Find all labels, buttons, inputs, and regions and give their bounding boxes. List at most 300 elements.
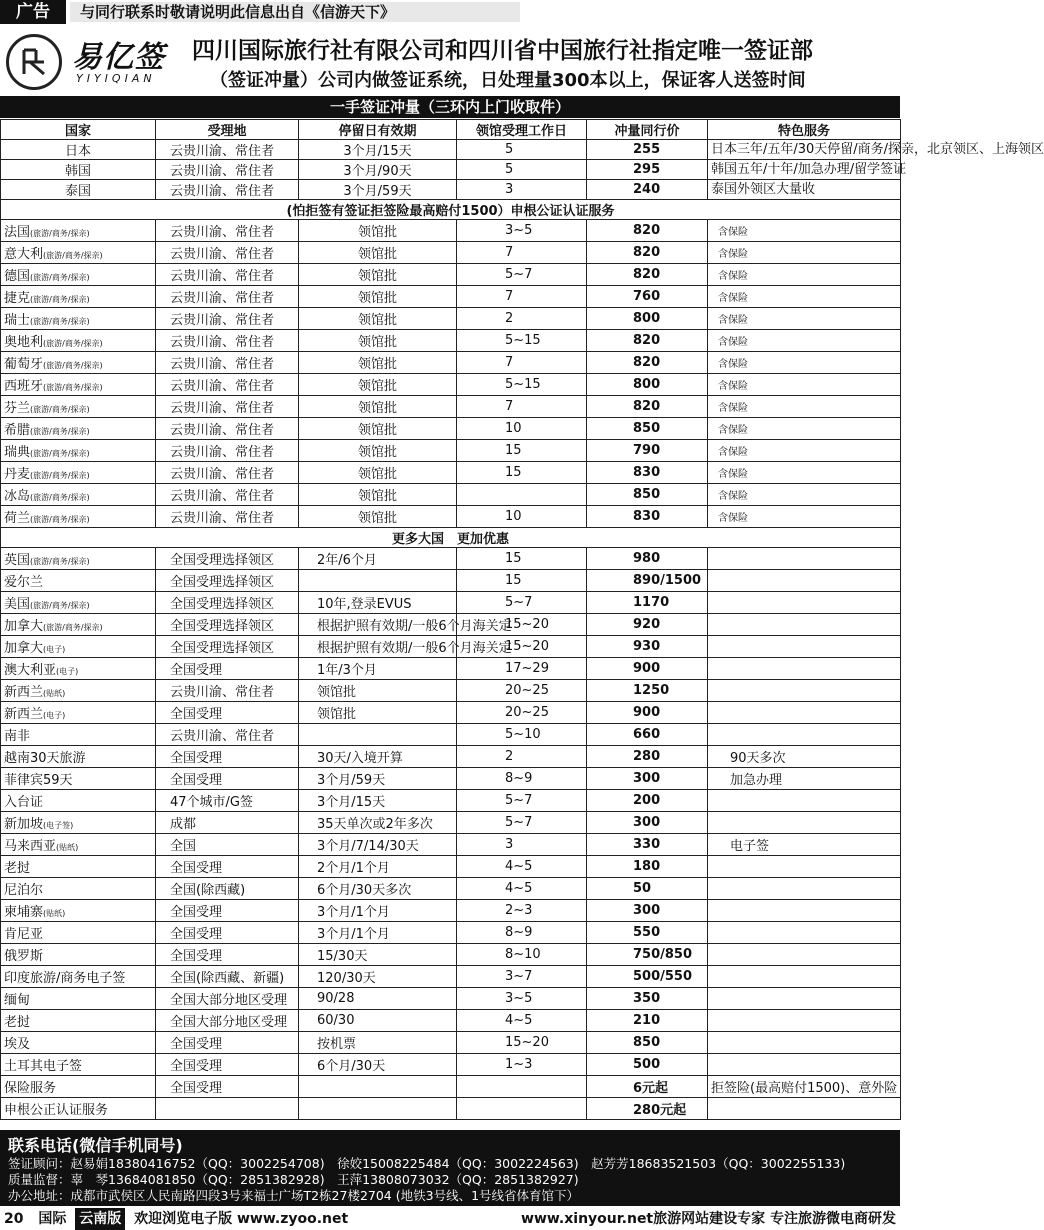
country-cell: [1, 1076, 156, 1098]
country-cell: [1, 1010, 156, 1032]
validity-cell: 领馆批: [299, 308, 457, 330]
processing-days-cell: 20~25: [457, 680, 587, 702]
country-name: 芬兰: [4, 401, 31, 416]
price-cell: 850: [587, 484, 708, 506]
price-cell: 180: [587, 856, 708, 878]
country-name: 泰国: [64, 184, 91, 199]
validity-cell: 3个月/59天: [299, 768, 457, 790]
country-cell: [1, 900, 156, 922]
country-cell: [1, 790, 156, 812]
validity-cell: [299, 1076, 457, 1098]
country-tag: (旅游/商务/探亲): [30, 317, 90, 326]
country-cell: [1, 160, 156, 180]
country-cell: [1, 352, 156, 374]
country-name: 加拿大: [4, 619, 44, 634]
table-row: [1, 746, 901, 768]
country-name: 新西兰: [4, 707, 44, 722]
service-cell: [708, 988, 901, 1010]
processing-days-cell: 8~9: [457, 768, 587, 790]
processing-days-cell: 5~7: [457, 592, 587, 614]
country-name: 澳大利亚: [4, 663, 57, 678]
service-cell: 含保险: [708, 286, 901, 308]
table-row: [1, 220, 901, 242]
country-cell: [1, 944, 156, 966]
service-cell: 含保险: [708, 418, 901, 440]
visa-price-table: [0, 119, 1044, 1120]
contact-footer: [0, 1130, 900, 1206]
country-cell: [1, 506, 156, 528]
validity-cell: [299, 570, 457, 592]
country-name: 老挝: [4, 861, 31, 876]
country-cell: [1, 592, 156, 614]
price-cell: 50: [587, 878, 708, 900]
processing-days-cell: 4~5: [457, 1010, 587, 1032]
table-row: [1, 1098, 901, 1120]
country-cell: [1, 702, 156, 724]
country-cell: [1, 140, 156, 160]
validity-cell: 领馆批: [299, 680, 457, 702]
place-cell: 全国受理: [156, 768, 299, 790]
country-name: 日本: [64, 144, 91, 159]
section-row: [1, 200, 901, 220]
country-tag: (旅游/商务/探亲): [30, 427, 90, 436]
country-cell: [1, 966, 156, 988]
table-row: [1, 506, 901, 528]
price-cell: 295: [587, 160, 708, 180]
place-cell: 全国受理选择领区: [156, 570, 299, 592]
country-cell: [1, 570, 156, 592]
table-row: [1, 790, 901, 812]
office-address: 办公地址：成都市武侯区人民南路四段3号来福士广场T2栋27楼2704 (地铁3号线、1号线省体育馆下）: [8, 1188, 580, 1203]
country-cell: [1, 264, 156, 286]
table-row: [1, 570, 901, 592]
country-name: 加拿大: [4, 641, 44, 656]
table-row: [1, 922, 901, 944]
place-cell: 云贵川渝、常住者: [156, 396, 299, 418]
processing-days-cell: 4~5: [457, 878, 587, 900]
country-tag: (旅游/商务/探亲): [30, 273, 90, 282]
country-tag: (旅游/商务/探亲): [43, 361, 103, 370]
service-cell: 含保险: [708, 484, 901, 506]
service-cell: 加急办理: [708, 768, 901, 790]
validity-cell: 根据护照有效期/一般6个月海关定: [299, 636, 457, 658]
validity-cell: 领馆批: [299, 286, 457, 308]
place-cell: [156, 1098, 299, 1120]
country-name: 柬埔寨: [4, 905, 44, 920]
validity-cell: 1年/3个月: [299, 658, 457, 680]
country-name: 德国: [4, 269, 31, 284]
price-cell: 980: [587, 548, 708, 570]
country-cell: [1, 180, 156, 200]
table-row: [1, 856, 901, 878]
table-row: [1, 374, 901, 396]
service-cell: [708, 900, 901, 922]
country-tag: (电子): [43, 645, 66, 654]
table-row: [1, 680, 901, 702]
service-cell: 含保险: [708, 264, 901, 286]
country-cell: [1, 746, 156, 768]
processing-days-cell: 3~7: [457, 966, 587, 988]
country-name: 西班牙: [4, 379, 44, 394]
country-cell: [1, 242, 156, 264]
table-row: [1, 702, 901, 724]
country-cell: [1, 812, 156, 834]
validity-cell: 领馆批: [299, 374, 457, 396]
country-name: 保险服务: [4, 1081, 57, 1096]
country-tag: (旅游/商务/探亲): [30, 515, 90, 524]
table-row: [1, 614, 901, 636]
place-cell: 云贵川渝、常住者: [156, 140, 299, 160]
place-cell: 全国(除西藏): [156, 878, 299, 900]
service-cell: [708, 856, 901, 878]
price-cell: 300: [587, 900, 708, 922]
validity-cell: [299, 724, 457, 746]
place-cell: 云贵川渝、常住者: [156, 418, 299, 440]
country-cell: [1, 768, 156, 790]
service-cell: [708, 614, 901, 636]
service-cell: [708, 1010, 901, 1032]
processing-days-cell: 7: [457, 242, 587, 264]
processing-days-cell: [457, 1098, 587, 1120]
price-cell: 820: [587, 242, 708, 264]
place-cell: 云贵川渝、常住者: [156, 180, 299, 200]
page-footer: [0, 1208, 900, 1230]
top-banner: [0, 0, 900, 24]
service-cell: 拒签险(最高赔付1500)、意外险: [708, 1076, 901, 1098]
table-row: [1, 484, 901, 506]
table-row: [1, 352, 901, 374]
service-cell: [708, 1098, 901, 1120]
place-cell: 云贵川渝、常住者: [156, 264, 299, 286]
price-cell: 500: [587, 1054, 708, 1076]
place-cell: 云贵川渝、常住者: [156, 484, 299, 506]
validity-cell: 根据护照有效期/一般6个月海关定: [299, 614, 457, 636]
processing-days-cell: 3~5: [457, 220, 587, 242]
country-name: 意大利: [4, 247, 44, 262]
service-cell: [708, 1054, 901, 1076]
country-name: 印度旅游/商务电子签: [4, 971, 126, 986]
country-tag: (旅游/商务/探亲): [43, 251, 103, 260]
validity-cell: 领馆批: [299, 242, 457, 264]
processing-days-cell: 15: [457, 548, 587, 570]
service-cell: [708, 636, 901, 658]
processing-days-cell: 5~15: [457, 330, 587, 352]
country-name: 法国: [4, 225, 31, 240]
place-cell: 云贵川渝、常住者: [156, 160, 299, 180]
country-tag: (电子): [56, 667, 79, 676]
place-cell: 全国受理: [156, 944, 299, 966]
processing-days-cell: 5~7: [457, 812, 587, 834]
service-cell: [708, 680, 901, 702]
logo-name: 易亿签: [72, 40, 165, 75]
price-cell: 900: [587, 702, 708, 724]
country-name: 越南30天旅游: [4, 751, 86, 766]
country-tag: (旅游/商务/探亲): [30, 471, 90, 480]
processing-days-cell: 15~20: [457, 636, 587, 658]
processing-days-cell: 8~9: [457, 922, 587, 944]
country-name: 荷兰: [4, 511, 31, 526]
place-cell: 云贵川渝、常住者: [156, 352, 299, 374]
service-cell: 含保险: [708, 220, 901, 242]
validity-cell: 领馆批: [299, 484, 457, 506]
price-cell: 6元起: [587, 1076, 708, 1098]
price-cell: 820: [587, 330, 708, 352]
table-row: [1, 834, 901, 856]
processing-days-cell: 17~29: [457, 658, 587, 680]
table-row: [1, 1032, 901, 1054]
validity-cell: 3个月/15天: [299, 140, 457, 160]
page-number: 20: [4, 1211, 24, 1227]
table-header-row: [1, 120, 901, 140]
price-cell: 760: [587, 286, 708, 308]
place-cell: 云贵川渝、常住者: [156, 680, 299, 702]
validity-cell: 领馆批: [299, 418, 457, 440]
country-cell: [1, 988, 156, 1010]
price-cell: 210: [587, 1010, 708, 1032]
validity-cell: 3个月/7/14/30天: [299, 834, 457, 856]
country-cell: [1, 548, 156, 570]
country-name: 缅甸: [4, 993, 31, 1008]
country-cell: [1, 374, 156, 396]
service-cell: 电子签: [708, 834, 901, 856]
service-cell: [708, 570, 901, 592]
service-cell: 含保险: [708, 462, 901, 484]
section-title: (怕拒签有签证拒签险最高赔付1500）申根公证认证服务: [1, 200, 901, 220]
section-name: 国际: [38, 1211, 67, 1227]
country-name: 菲律宾59天: [4, 773, 73, 788]
section-row: [1, 528, 901, 548]
column-header: 国家: [1, 120, 156, 140]
country-tag: (旅游/商务/探亲): [30, 557, 90, 566]
validity-cell: 2个月/1个月: [299, 856, 457, 878]
place-cell: 全国受理: [156, 702, 299, 724]
logo-subtitle: YIYIQIAN: [76, 72, 156, 85]
service-cell: [708, 658, 901, 680]
processing-days-cell: 7: [457, 352, 587, 374]
table-row: [1, 418, 901, 440]
country-name: 老挝: [4, 1015, 31, 1030]
place-cell: 全国大部分地区受理: [156, 988, 299, 1010]
header: [0, 28, 900, 94]
processing-days-cell: 15~20: [457, 614, 587, 636]
country-tag: (电子): [43, 711, 66, 720]
place-cell: 云贵川渝、常住者: [156, 330, 299, 352]
logo-emblem-icon: [6, 34, 62, 90]
service-cell: 含保险: [708, 330, 901, 352]
processing-days-cell: 15: [457, 462, 587, 484]
place-cell: 全国受理: [156, 746, 299, 768]
processing-days-cell: 7: [457, 286, 587, 308]
price-cell: 850: [587, 418, 708, 440]
country-name: 韩国: [64, 164, 91, 179]
processing-days-cell: 15: [457, 440, 587, 462]
service-cell: [708, 878, 901, 900]
price-cell: 800: [587, 308, 708, 330]
service-cell: [708, 922, 901, 944]
country-cell: [1, 286, 156, 308]
processing-days-cell: 5~10: [457, 724, 587, 746]
country-cell: [1, 614, 156, 636]
section-title: 更多大国 更加优惠: [1, 528, 901, 548]
country-cell: [1, 680, 156, 702]
place-cell: 云贵川渝、常住者: [156, 724, 299, 746]
price-cell: 790: [587, 440, 708, 462]
price-cell: 240: [587, 180, 708, 200]
country-name: 丹麦: [4, 467, 31, 482]
table-row: [1, 988, 901, 1010]
country-tag: (贴纸): [43, 909, 66, 918]
price-cell: 550: [587, 922, 708, 944]
country-name: 申根公正认证服务: [4, 1103, 109, 1118]
price-cell: 255: [587, 140, 708, 160]
price-cell: 660: [587, 724, 708, 746]
validity-cell: 120/30天: [299, 966, 457, 988]
price-cell: 1250: [587, 680, 708, 702]
place-cell: 全国受理: [156, 900, 299, 922]
validity-cell: 90/28: [299, 988, 457, 1010]
country-tag: (贴纸): [43, 689, 66, 698]
place-cell: 全国受理选择领区: [156, 592, 299, 614]
page-subtitle: （签证冲量）公司内做签证系统，日处理量300本以上，保证客人送签时间: [210, 70, 806, 91]
processing-days-cell: 3: [457, 834, 587, 856]
place-cell: 云贵川渝、常住者: [156, 286, 299, 308]
country-cell: [1, 396, 156, 418]
price-cell: 750/850: [587, 944, 708, 966]
price-cell: 820: [587, 220, 708, 242]
validity-cell: 领馆批: [299, 462, 457, 484]
table-row: [1, 264, 901, 286]
table-row: [1, 308, 901, 330]
validity-cell: 按机票: [299, 1032, 457, 1054]
service-cell: 含保险: [708, 242, 901, 264]
table-row: [1, 592, 901, 614]
processing-days-cell: 8~10: [457, 944, 587, 966]
country-name: 瑞士: [4, 313, 31, 328]
processing-days-cell: 20~25: [457, 702, 587, 724]
country-name: 美国: [4, 597, 31, 612]
validity-cell: 35天单次或2年多次: [299, 812, 457, 834]
table-row: [1, 768, 901, 790]
banner-notice: 与同行联系时敬请说明此信息出自《信游天下》: [70, 2, 520, 22]
validity-cell: 3个月/1个月: [299, 922, 457, 944]
price-cell: 820: [587, 264, 708, 286]
country-name: 奥地利: [4, 335, 44, 350]
processing-days-cell: 2: [457, 746, 587, 768]
country-cell: [1, 856, 156, 878]
table-row: [1, 548, 901, 570]
country-cell: [1, 922, 156, 944]
contact-supervisors: 质量监督：辜 琴13684081850（QQ：2851382928) 王萍13808073032（QQ：2851382927): [8, 1172, 579, 1187]
country-name: 肯尼亚: [4, 927, 44, 942]
footer-left-link[interactable]: 欢迎浏览电子版 www.zyoo.net: [134, 1211, 349, 1227]
processing-days-cell: 5: [457, 160, 587, 180]
country-name: 葡萄牙: [4, 357, 44, 372]
processing-days-cell: 5~15: [457, 374, 587, 396]
column-header: 停留日有效期: [299, 120, 457, 140]
processing-days-cell: 2: [457, 308, 587, 330]
service-cell: 含保险: [708, 440, 901, 462]
table-row: [1, 636, 901, 658]
country-name: 瑞典: [4, 445, 31, 460]
table-row: [1, 440, 901, 462]
price-cell: 280: [587, 746, 708, 768]
place-cell: 全国受理: [156, 1054, 299, 1076]
validity-cell: 领馆批: [299, 506, 457, 528]
table-row: [1, 180, 901, 200]
place-cell: 云贵川渝、常住者: [156, 440, 299, 462]
service-cell: 日本三年/五年/30天停留/商务/探亲，北京领区、上海领区: [708, 140, 901, 160]
validity-cell: 领馆批: [299, 330, 457, 352]
processing-days-cell: 10: [457, 506, 587, 528]
validity-cell: 15/30天: [299, 944, 457, 966]
table-row: [1, 878, 901, 900]
place-cell: 全国受理: [156, 1076, 299, 1098]
footer-right-link[interactable]: www.xinyour.net旅游网站建设专家 专注旅游微电商研发: [521, 1211, 896, 1227]
place-cell: 全国受理: [156, 856, 299, 878]
place-cell: 全国受理: [156, 1032, 299, 1054]
place-cell: 全国: [156, 834, 299, 856]
price-cell: 900: [587, 658, 708, 680]
service-cell: [708, 724, 901, 746]
table-row: [1, 724, 901, 746]
country-tag: (旅游/商务/探亲): [43, 623, 103, 632]
country-name: 马来西亚: [4, 839, 57, 854]
country-cell: [1, 658, 156, 680]
place-cell: 成都: [156, 812, 299, 834]
contact-title: 联系电话(微信手机同号): [8, 1136, 183, 1155]
country-cell: [1, 330, 156, 352]
country-tag: (旅游/商务/探亲): [30, 449, 90, 458]
table-row: [1, 966, 901, 988]
validity-cell: 2年/6个月: [299, 548, 457, 570]
service-cell: 泰国外领区大量收: [708, 180, 901, 200]
place-cell: 云贵川渝、常住者: [156, 242, 299, 264]
table-row: [1, 900, 901, 922]
price-cell: 920: [587, 614, 708, 636]
validity-cell: 领馆批: [299, 440, 457, 462]
place-cell: 全国受理选择领区: [156, 636, 299, 658]
country-cell: [1, 220, 156, 242]
processing-days-cell: 5~7: [457, 790, 587, 812]
country-name: 新西兰: [4, 685, 44, 700]
country-cell: [1, 1098, 156, 1120]
service-cell: [708, 812, 901, 834]
place-cell: 全国(除西藏、新疆): [156, 966, 299, 988]
processing-days-cell: 4~5: [457, 856, 587, 878]
country-name: 土耳其电子签: [4, 1059, 83, 1074]
country-name: 爱尔兰: [4, 575, 44, 590]
table-row: [1, 286, 901, 308]
processing-days-cell: 15: [457, 570, 587, 592]
table-row: [1, 242, 901, 264]
price-cell: 350: [587, 988, 708, 1010]
place-cell: 全国大部分地区受理: [156, 1010, 299, 1032]
price-cell: 500/550: [587, 966, 708, 988]
country-cell: [1, 484, 156, 506]
country-name: 新加坡: [4, 817, 44, 832]
service-cell: 90天多次: [708, 746, 901, 768]
processing-days-cell: [457, 484, 587, 506]
country-name: 尼泊尔: [4, 883, 44, 898]
processing-days-cell: 7: [457, 396, 587, 418]
page-title: 四川国际旅行社有限公司和四川省中国旅行社指定唯一签证部: [192, 38, 813, 64]
price-cell: 890/1500: [587, 570, 708, 592]
price-cell: 820: [587, 396, 708, 418]
place-cell: 云贵川渝、常住者: [156, 506, 299, 528]
validity-cell: 3个月/1个月: [299, 900, 457, 922]
table-row: [1, 1076, 901, 1098]
place-cell: 云贵川渝、常住者: [156, 220, 299, 242]
